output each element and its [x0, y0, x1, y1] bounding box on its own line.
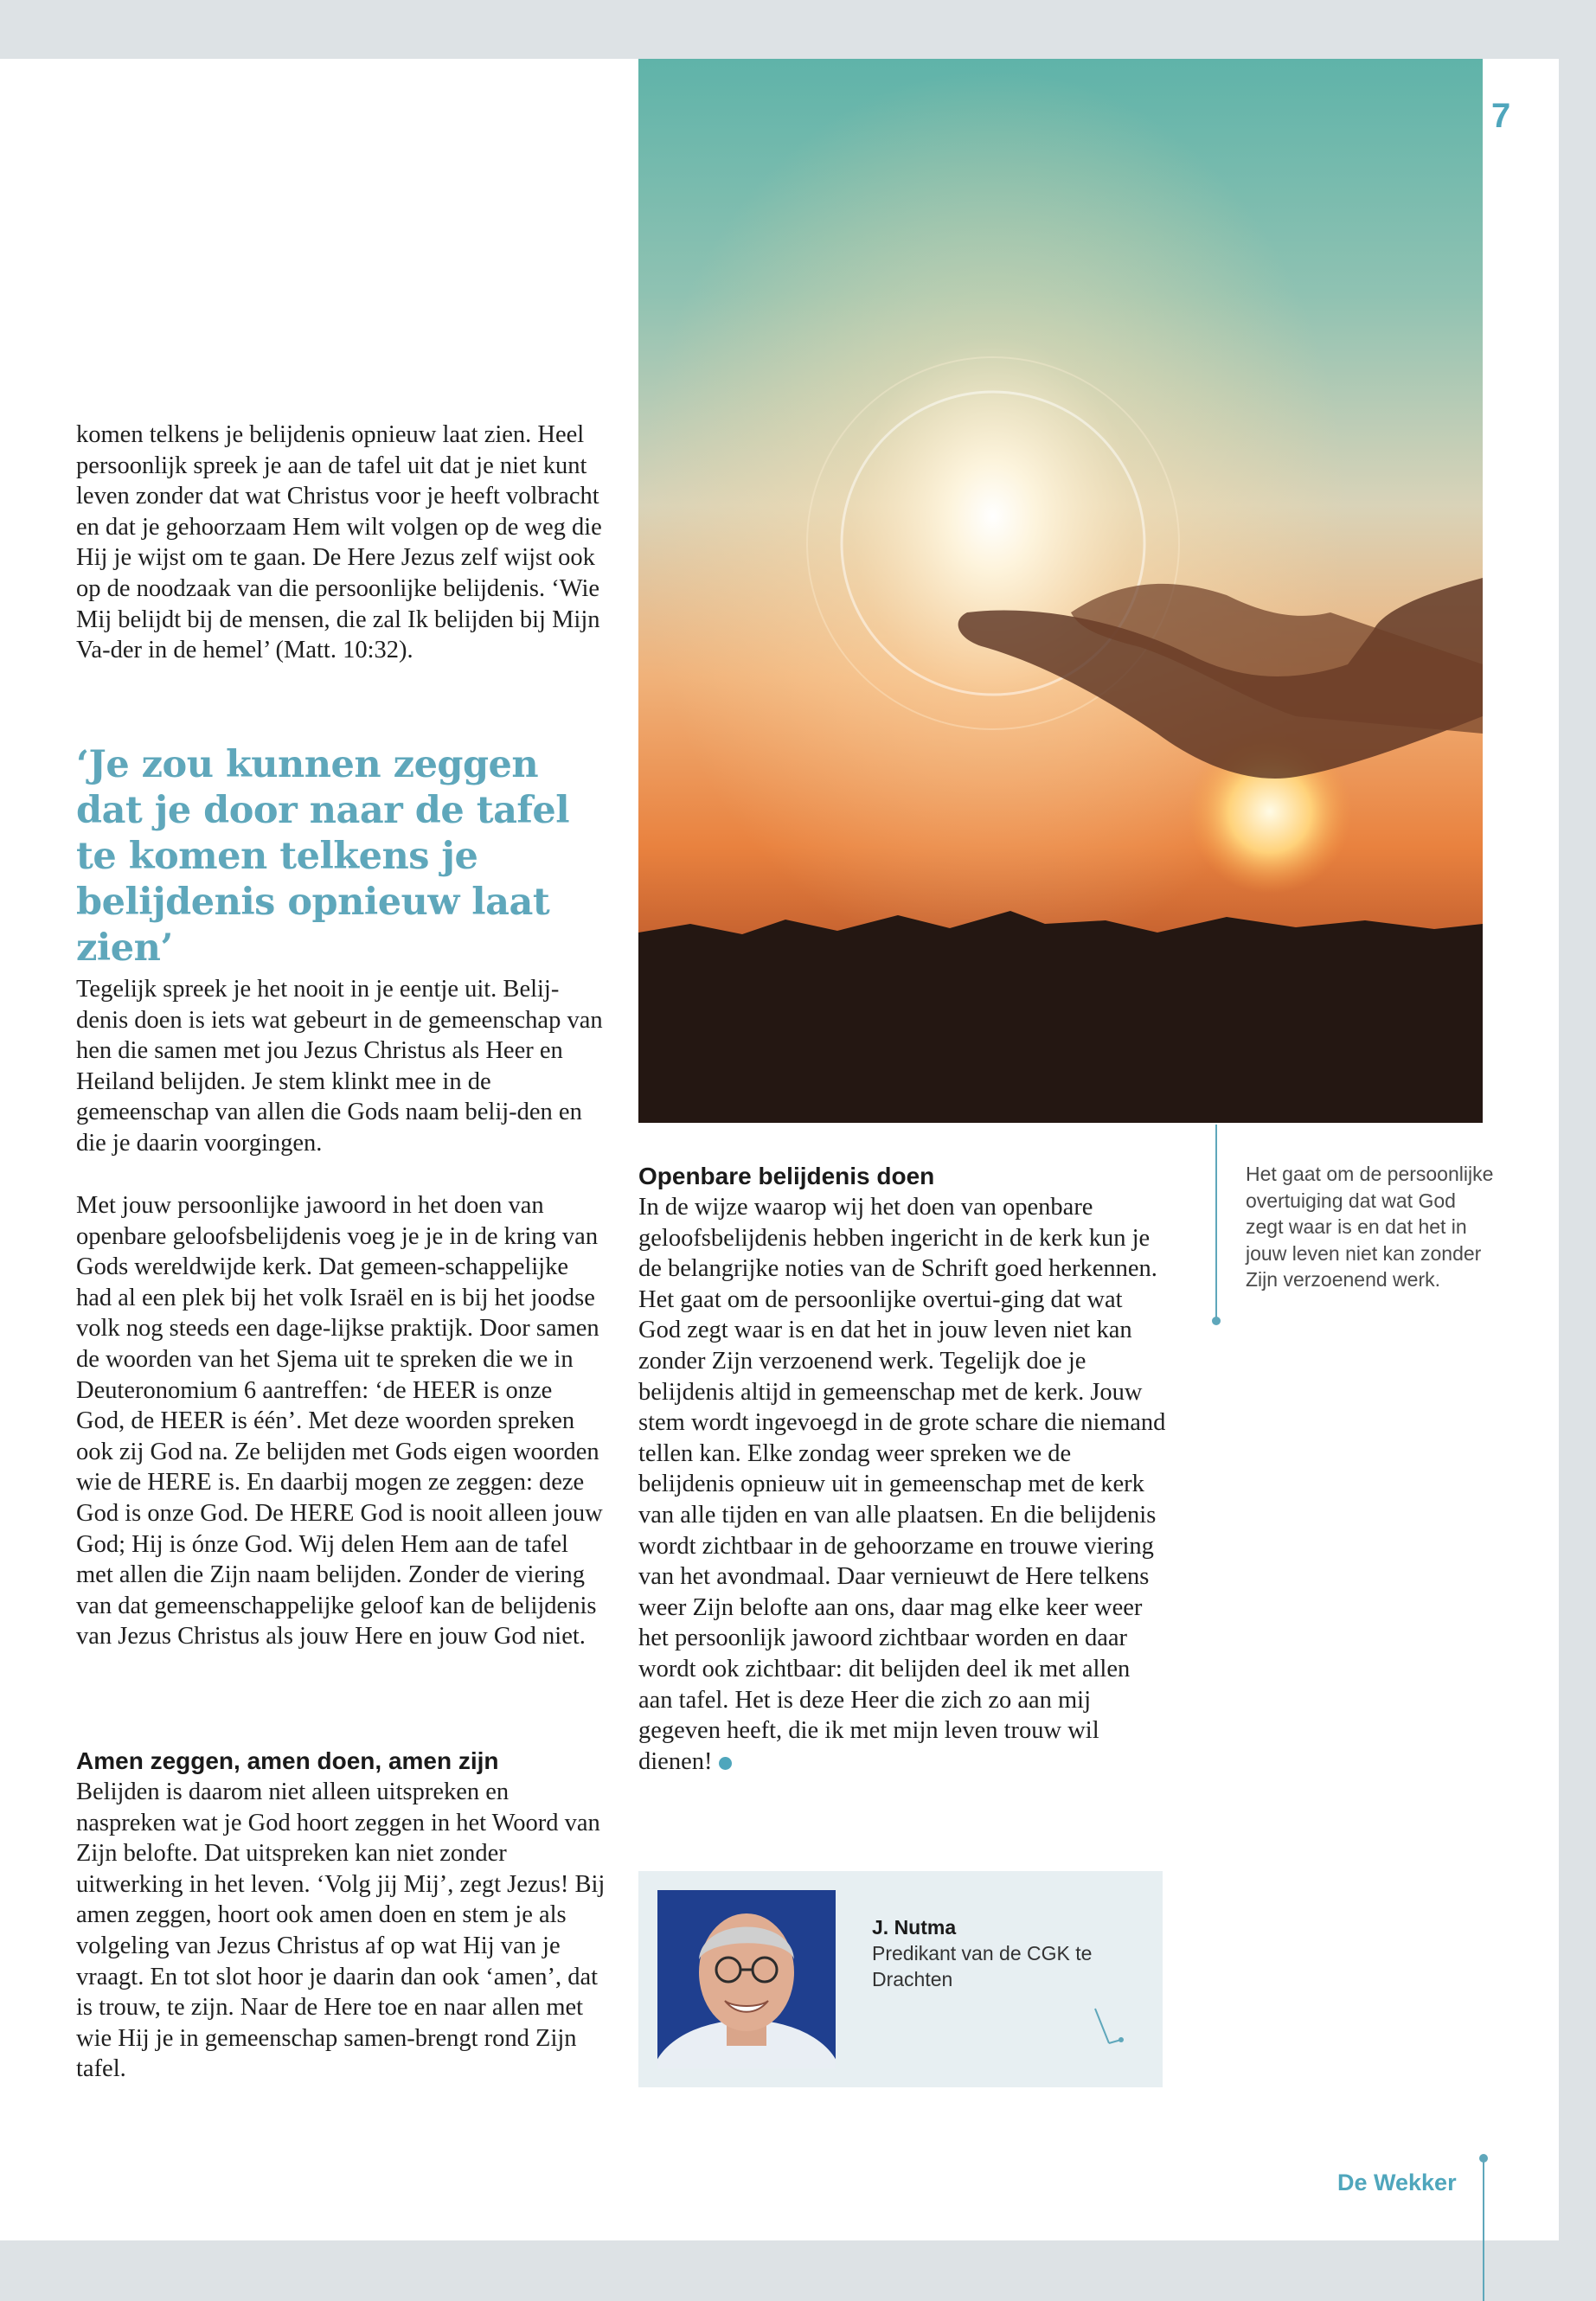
page-number: 7 — [1491, 97, 1511, 135]
sunset-hands-photo — [638, 59, 1483, 1123]
footer-brand: De Wekker — [1337, 2170, 1457, 2195]
paragraph-community: Tegelijk spreek je het nooit in je eentje uit. Belij-denis doen is iets wat gebeurt in de gemeenschap van hen die samen met jou Jezus Christus als Heer en Heiland belijden. Je stem klinkt mee in de gemeenschap van allen die Gods naam belij-den en die je daarin voorgingen. — [76, 976, 603, 1157]
paragraph-confession: Met jouw persoonlijke jawoord in het doen van openbare geloofsbelijdenis voeg je je in de kring van Gods wereldwijde kerk. Dat gemeen-schappelijke had al een plek bij het volk Israël en is bij het joodse volk nog steeds een dage-lijkse praktijk. Door samen de woorden van het Sjema uit te spreken die we in Deuteronomium 6 aantreffen: ‘de HEER is onze God, de HEER is één’. Met deze woorden spreken ook zij God na. Ze belijden met Gods eigen woorden wie de HERE is. En daarbij mogen ze zeggen: deze God is onze God. De HERE God is nooit alleen jouw God; Hij is ónze God. Wij delen Hem aan de tafel met allen die Zijn naam belijden. Zonder de viering van dat gemeenschappelijke geloof kan de belijdenis van Jezus Christus als jouw Here en jouw God niet. — [76, 1192, 603, 1650]
subheading-openbare: Openbare belijdenis doen — [638, 1163, 935, 1189]
paragraph-openbare — [638, 1192, 1168, 1777]
side-note-dot — [1212, 1317, 1221, 1325]
end-of-article-dot — [719, 1757, 732, 1770]
pen-stroke-icon — [1092, 2005, 1126, 2057]
side-note: Het gaat om de persoonlijke overtuiging dat wat God zegt waar is en dat het in jouw leven niet kan zonder Zijn verzoenend werk. — [1246, 1163, 1494, 1291]
author-role: Predikant van de CGK te Drachten — [872, 1942, 1093, 1990]
paragraph-amen: Belijden is daarom niet alleen uitspreken en naspreken wat je God hoort zeggen in het Woord van Zijn belofte. Dat uitspreken kan niet zonder uitwerking in het leven. ‘Volg jij Mij’, zegt Jezus! Bij amen zeggen, hoort ook amen doen en stem je als volgeling van Jezus Christus af op wat Hij van je vraagt. En tot slot hoor je daarin dan ook ‘amen’, dat is trouw, te zijn. Naar de Here toe en naar allen met wie Hij je in gemeenschap samen-brengt rond Zijn tafel. — [76, 1779, 606, 2083]
author-name: J. Nutma — [872, 1916, 957, 1939]
paragraph-openbare-text: In de wijze waarop wij het doen van openbare geloofsbelijdenis hebben ingericht in de kerk kun je de belangrijke noties van de Schrift goed herkennen. Het gaat om de persoonlijke overtui-ging dat wat God zegt waar is en dat het in jouw leven niet kan zonder Zijn verzoenend werk. Tegelijk doe je belijdenis altijd in gemeenschap met de kerk. Jouw stem wordt ingevoegd in de grote schare die niemand tellen kan. Elke zondag weer spreken we de belijdenis opnieuw uit in gemeenschap met de kerk van alle tijden en van alle plaatsen. En die belijdenis wordt zichtbaar in de gehoorzame en trouwe viering van het avondmaal. Daar vernieuwt de Here telkens weer Zijn belofte aan ons, daar mag elke keer weer het persoonlijk jawoord zichtbaar worden en daar wordt ook zichtbaar: dit belijden deel ik met allen aan tafel. Het is deze Heer die zich zo aan mij gegeven heeft, die ik met mijn leven trouw wil dienen! — [638, 1194, 1166, 1775]
pull-quote: ‘Je zou kunnen zeggen dat je door naar de tafel te komen telkens je belijdenis opnieuw laat zien’ — [76, 743, 570, 970]
author-box — [638, 1871, 1163, 2087]
subheading-amen: Amen zeggen, amen doen, amen zijn — [76, 1747, 499, 1774]
footer-rule — [1483, 2157, 1484, 2301]
author-info — [872, 1914, 1149, 1992]
author-photo — [657, 1890, 836, 2068]
side-note-rule — [1215, 1125, 1217, 1322]
footer-dot — [1479, 2154, 1488, 2163]
intro-paragraph: komen telkens je belijdenis opnieuw laat zien. Heel persoonlijk spreek je aan de tafel uit dat je niet kunt leven zonder dat wat Christus voor je heeft volbracht en dat je gehoorzaam Hem wilt volgen op de weg die Hij je wijst om te gaan. De Here Jezus zelf wijst ook op de noodzaak van die persoonlijke belijdenis. ‘Wie Mij belijdt bij de mensen, die zal Ik belijden bij Mijn Va-der in de hemel’ (Matt. 10:32). — [76, 421, 602, 664]
